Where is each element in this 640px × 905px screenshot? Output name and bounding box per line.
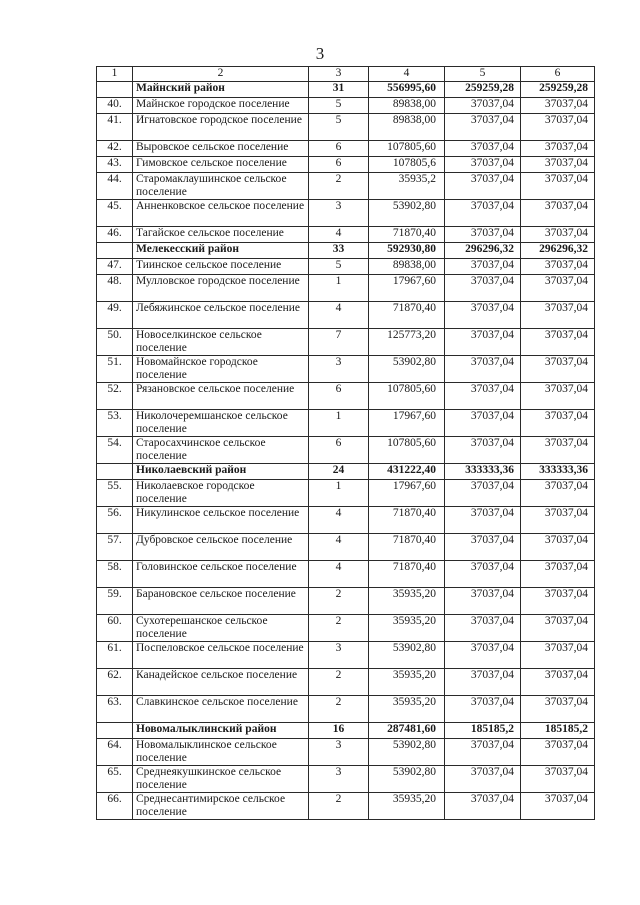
row-number bbox=[97, 723, 133, 739]
settlement-name: Николочеремшанское сельское поселение bbox=[133, 410, 309, 437]
settlement-name: Мулловское городское поселение bbox=[133, 275, 309, 302]
table-row bbox=[97, 588, 595, 615]
amount-col-4: 53902,80 bbox=[369, 766, 445, 793]
count-value: 5 bbox=[309, 259, 369, 275]
amount-col-4: 71870,40 bbox=[369, 302, 445, 329]
count-value: 2 bbox=[309, 696, 369, 723]
amount-col-6: 37037,04 bbox=[521, 259, 595, 275]
amount-col-5: 37037,04 bbox=[445, 200, 521, 227]
amount-col-6: 259259,28 bbox=[521, 82, 595, 98]
settlement-name: Сухотерешанское сельское поселение bbox=[133, 615, 309, 642]
amount-col-4: 71870,40 bbox=[369, 507, 445, 534]
amount-col-6: 37037,04 bbox=[521, 696, 595, 723]
amount-col-4: 17967,60 bbox=[369, 480, 445, 507]
row-number bbox=[97, 82, 133, 98]
row-number: 59. bbox=[97, 588, 133, 615]
amount-col-4: 107805,60 bbox=[369, 141, 445, 157]
row-number: 45. bbox=[97, 200, 133, 227]
table-row bbox=[97, 141, 595, 157]
amount-col-4: 556995,60 bbox=[369, 82, 445, 98]
count-value: 3 bbox=[309, 766, 369, 793]
table-row bbox=[97, 259, 595, 275]
amount-col-5: 37037,04 bbox=[445, 766, 521, 793]
table-row bbox=[97, 642, 595, 669]
row-number: 64. bbox=[97, 739, 133, 766]
settlement-name: Рязановское сельское поселение bbox=[133, 383, 309, 410]
column-header: 6 bbox=[521, 67, 595, 82]
table-row bbox=[97, 669, 595, 696]
amount-col-4: 107805,6 bbox=[369, 157, 445, 173]
settlement-name: Славкинское сельское поселение bbox=[133, 696, 309, 723]
amount-col-6: 37037,04 bbox=[521, 302, 595, 329]
amount-col-6: 37037,04 bbox=[521, 437, 595, 464]
row-number: 52. bbox=[97, 383, 133, 410]
table-row bbox=[97, 98, 595, 114]
amount-col-4: 89838,00 bbox=[369, 98, 445, 114]
count-value: 6 bbox=[309, 157, 369, 173]
row-number: 55. bbox=[97, 480, 133, 507]
amount-col-5: 333333,36 bbox=[445, 464, 521, 480]
table-row bbox=[97, 739, 595, 766]
settlement-name: Среднеякушкинское сельское поселение bbox=[133, 766, 309, 793]
row-number: 60. bbox=[97, 615, 133, 642]
amount-col-4: 53902,80 bbox=[369, 739, 445, 766]
amount-col-5: 37037,04 bbox=[445, 383, 521, 410]
header-row bbox=[97, 67, 595, 82]
amount-col-6: 37037,04 bbox=[521, 383, 595, 410]
settlement-name: Барановское сельское поселение bbox=[133, 588, 309, 615]
amount-col-5: 37037,04 bbox=[445, 561, 521, 588]
amount-col-5: 37037,04 bbox=[445, 141, 521, 157]
count-value: 3 bbox=[309, 200, 369, 227]
row-number bbox=[97, 243, 133, 259]
count-value: 1 bbox=[309, 480, 369, 507]
allocation-table bbox=[96, 66, 595, 820]
table-row bbox=[97, 410, 595, 437]
column-header: 3 bbox=[309, 67, 369, 82]
amount-col-5: 37037,04 bbox=[445, 98, 521, 114]
row-number: 47. bbox=[97, 259, 133, 275]
amount-col-6: 37037,04 bbox=[521, 534, 595, 561]
row-number bbox=[97, 464, 133, 480]
count-value: 16 bbox=[309, 723, 369, 739]
settlement-name: Поспеловское сельское поселение bbox=[133, 642, 309, 669]
settlement-name: Старосахчинское сельское поселение bbox=[133, 437, 309, 464]
amount-col-4: 53902,80 bbox=[369, 642, 445, 669]
amount-col-6: 37037,04 bbox=[521, 480, 595, 507]
count-value: 33 bbox=[309, 243, 369, 259]
amount-col-5: 37037,04 bbox=[445, 534, 521, 561]
table-row bbox=[97, 329, 595, 356]
amount-col-4: 107805,60 bbox=[369, 383, 445, 410]
row-number: 41. bbox=[97, 114, 133, 141]
row-number: 61. bbox=[97, 642, 133, 669]
amount-col-5: 259259,28 bbox=[445, 82, 521, 98]
amount-col-4: 17967,60 bbox=[369, 410, 445, 437]
column-header: 1 bbox=[97, 67, 133, 82]
amount-col-4: 35935,20 bbox=[369, 615, 445, 642]
amount-col-6: 37037,04 bbox=[521, 561, 595, 588]
district-name: Николаевский район bbox=[133, 464, 309, 480]
amount-col-6: 37037,04 bbox=[521, 227, 595, 243]
page-number: 3 bbox=[315, 44, 325, 63]
amount-col-5: 37037,04 bbox=[445, 615, 521, 642]
count-value: 5 bbox=[309, 98, 369, 114]
table-row bbox=[97, 793, 595, 820]
count-value: 3 bbox=[309, 356, 369, 383]
amount-col-4: 107805,60 bbox=[369, 437, 445, 464]
count-value: 3 bbox=[309, 642, 369, 669]
count-value: 24 bbox=[309, 464, 369, 480]
table-row bbox=[97, 437, 595, 464]
settlement-name: Лебяжинское сельское поселение bbox=[133, 302, 309, 329]
count-value: 6 bbox=[309, 437, 369, 464]
count-value: 4 bbox=[309, 534, 369, 561]
row-number: 62. bbox=[97, 669, 133, 696]
amount-col-5: 37037,04 bbox=[445, 410, 521, 437]
amount-col-6: 37037,04 bbox=[521, 615, 595, 642]
amount-col-5: 296296,32 bbox=[445, 243, 521, 259]
amount-col-6: 37037,04 bbox=[521, 669, 595, 696]
settlement-name: Тагайское сельское поселение bbox=[133, 227, 309, 243]
table-row bbox=[97, 275, 595, 302]
count-value: 2 bbox=[309, 588, 369, 615]
table-row bbox=[97, 561, 595, 588]
amount-col-6: 37037,04 bbox=[521, 356, 595, 383]
settlement-name: Новомайнское городское поселение bbox=[133, 356, 309, 383]
table-row bbox=[97, 157, 595, 173]
table-row bbox=[97, 114, 595, 141]
amount-col-4: 89838,00 bbox=[369, 114, 445, 141]
row-number: 46. bbox=[97, 227, 133, 243]
row-number: 42. bbox=[97, 141, 133, 157]
settlement-name: Новоселкинское сельское поселение bbox=[133, 329, 309, 356]
settlement-name: Головинское сельское поселение bbox=[133, 561, 309, 588]
table-row bbox=[97, 227, 595, 243]
amount-col-5: 37037,04 bbox=[445, 157, 521, 173]
amount-col-6: 37037,04 bbox=[521, 275, 595, 302]
amount-col-5: 37037,04 bbox=[445, 696, 521, 723]
table-row bbox=[97, 507, 595, 534]
table-row bbox=[97, 615, 595, 642]
settlement-name: Среднесантимирское сельское поселение bbox=[133, 793, 309, 820]
amount-col-5: 37037,04 bbox=[445, 356, 521, 383]
amount-col-6: 37037,04 bbox=[521, 114, 595, 141]
count-value: 4 bbox=[309, 507, 369, 534]
count-value: 5 bbox=[309, 114, 369, 141]
amount-col-5: 37037,04 bbox=[445, 275, 521, 302]
amount-col-6: 37037,04 bbox=[521, 793, 595, 820]
amount-col-5: 37037,04 bbox=[445, 642, 521, 669]
settlement-name: Выровское сельское поселение bbox=[133, 141, 309, 157]
row-number: 51. bbox=[97, 356, 133, 383]
count-value: 7 bbox=[309, 329, 369, 356]
amount-col-6: 333333,36 bbox=[521, 464, 595, 480]
amount-col-6: 37037,04 bbox=[521, 173, 595, 200]
count-value: 2 bbox=[309, 669, 369, 696]
count-value: 2 bbox=[309, 615, 369, 642]
district-name: Мелекесский район bbox=[133, 243, 309, 259]
settlement-name: Тиинское сельское поселение bbox=[133, 259, 309, 275]
amount-col-5: 37037,04 bbox=[445, 507, 521, 534]
settlement-name: Николаевское городское поселение bbox=[133, 480, 309, 507]
row-number: 66. bbox=[97, 793, 133, 820]
row-number: 57. bbox=[97, 534, 133, 561]
district-row bbox=[97, 82, 595, 98]
row-number: 48. bbox=[97, 275, 133, 302]
count-value: 3 bbox=[309, 739, 369, 766]
amount-col-4: 53902,80 bbox=[369, 356, 445, 383]
table-row bbox=[97, 534, 595, 561]
amount-col-5: 37037,04 bbox=[445, 793, 521, 820]
table-row bbox=[97, 480, 595, 507]
amount-col-6: 37037,04 bbox=[521, 766, 595, 793]
amount-col-5: 185185,2 bbox=[445, 723, 521, 739]
amount-col-6: 37037,04 bbox=[521, 588, 595, 615]
amount-col-5: 37037,04 bbox=[445, 329, 521, 356]
amount-col-5: 37037,04 bbox=[445, 739, 521, 766]
district-row bbox=[97, 243, 595, 259]
amount-col-4: 89838,00 bbox=[369, 259, 445, 275]
amount-col-4: 287481,60 bbox=[369, 723, 445, 739]
row-number: 53. bbox=[97, 410, 133, 437]
table-row bbox=[97, 200, 595, 227]
amount-col-5: 37037,04 bbox=[445, 437, 521, 464]
table-row bbox=[97, 173, 595, 200]
amount-col-5: 37037,04 bbox=[445, 480, 521, 507]
table-row bbox=[97, 696, 595, 723]
amount-col-6: 37037,04 bbox=[521, 739, 595, 766]
amount-col-6: 37037,04 bbox=[521, 157, 595, 173]
settlement-name: Дубровское сельское поселение bbox=[133, 534, 309, 561]
district-row bbox=[97, 464, 595, 480]
row-number: 40. bbox=[97, 98, 133, 114]
settlement-name: Канадейское сельское поселение bbox=[133, 669, 309, 696]
amount-col-4: 71870,40 bbox=[369, 227, 445, 243]
amount-col-4: 35935,20 bbox=[369, 696, 445, 723]
count-value: 4 bbox=[309, 302, 369, 329]
district-name: Новомалыклинский район bbox=[133, 723, 309, 739]
count-value: 1 bbox=[309, 410, 369, 437]
amount-col-4: 35935,20 bbox=[369, 588, 445, 615]
count-value: 2 bbox=[309, 173, 369, 200]
amount-col-6: 185185,2 bbox=[521, 723, 595, 739]
count-value: 31 bbox=[309, 82, 369, 98]
amount-col-6: 37037,04 bbox=[521, 329, 595, 356]
amount-col-4: 17967,60 bbox=[369, 275, 445, 302]
row-number: 44. bbox=[97, 173, 133, 200]
settlement-name: Старомаклаушинское сельское поселение bbox=[133, 173, 309, 200]
amount-col-4: 71870,40 bbox=[369, 561, 445, 588]
count-value: 6 bbox=[309, 141, 369, 157]
column-header: 4 bbox=[369, 67, 445, 82]
row-number: 43. bbox=[97, 157, 133, 173]
row-number: 49. bbox=[97, 302, 133, 329]
amount-col-4: 592930,80 bbox=[369, 243, 445, 259]
settlement-name: Игнатовское городское поселение bbox=[133, 114, 309, 141]
row-number: 50. bbox=[97, 329, 133, 356]
amount-col-5: 37037,04 bbox=[445, 669, 521, 696]
amount-col-5: 37037,04 bbox=[445, 259, 521, 275]
count-value: 4 bbox=[309, 227, 369, 243]
count-value: 2 bbox=[309, 793, 369, 820]
amount-col-6: 37037,04 bbox=[521, 141, 595, 157]
settlement-name: Никулинское сельское поселение bbox=[133, 507, 309, 534]
amount-col-4: 431222,40 bbox=[369, 464, 445, 480]
district-row bbox=[97, 723, 595, 739]
row-number: 56. bbox=[97, 507, 133, 534]
amount-col-5: 37037,04 bbox=[445, 302, 521, 329]
row-number: 63. bbox=[97, 696, 133, 723]
count-value: 6 bbox=[309, 383, 369, 410]
table-row bbox=[97, 302, 595, 329]
settlement-name: Новомалыклинское сельское поселение bbox=[133, 739, 309, 766]
amount-col-6: 37037,04 bbox=[521, 98, 595, 114]
count-value: 1 bbox=[309, 275, 369, 302]
district-name: Майнский район bbox=[133, 82, 309, 98]
amount-col-6: 37037,04 bbox=[521, 642, 595, 669]
settlement-name: Гимовское сельское поселение bbox=[133, 157, 309, 173]
settlement-name: Майнское городское поселение bbox=[133, 98, 309, 114]
amount-col-6: 296296,32 bbox=[521, 243, 595, 259]
amount-col-5: 37037,04 bbox=[445, 173, 521, 200]
count-value: 4 bbox=[309, 561, 369, 588]
amount-col-6: 37037,04 bbox=[521, 200, 595, 227]
amount-col-4: 35935,20 bbox=[369, 793, 445, 820]
table-row bbox=[97, 383, 595, 410]
amount-col-5: 37037,04 bbox=[445, 114, 521, 141]
amount-col-6: 37037,04 bbox=[521, 507, 595, 534]
table-row bbox=[97, 766, 595, 793]
amount-col-5: 37037,04 bbox=[445, 227, 521, 243]
column-header: 5 bbox=[445, 67, 521, 82]
row-number: 54. bbox=[97, 437, 133, 464]
row-number: 65. bbox=[97, 766, 133, 793]
amount-col-5: 37037,04 bbox=[445, 588, 521, 615]
amount-col-4: 35935,20 bbox=[369, 669, 445, 696]
amount-col-6: 37037,04 bbox=[521, 410, 595, 437]
column-header: 2 bbox=[133, 67, 309, 82]
amount-col-4: 71870,40 bbox=[369, 534, 445, 561]
amount-col-4: 35935,2 bbox=[369, 173, 445, 200]
table-row bbox=[97, 356, 595, 383]
amount-col-4: 53902,80 bbox=[369, 200, 445, 227]
row-number: 58. bbox=[97, 561, 133, 588]
settlement-name: Анненковское сельское поселение bbox=[133, 200, 309, 227]
amount-col-4: 125773,20 bbox=[369, 329, 445, 356]
